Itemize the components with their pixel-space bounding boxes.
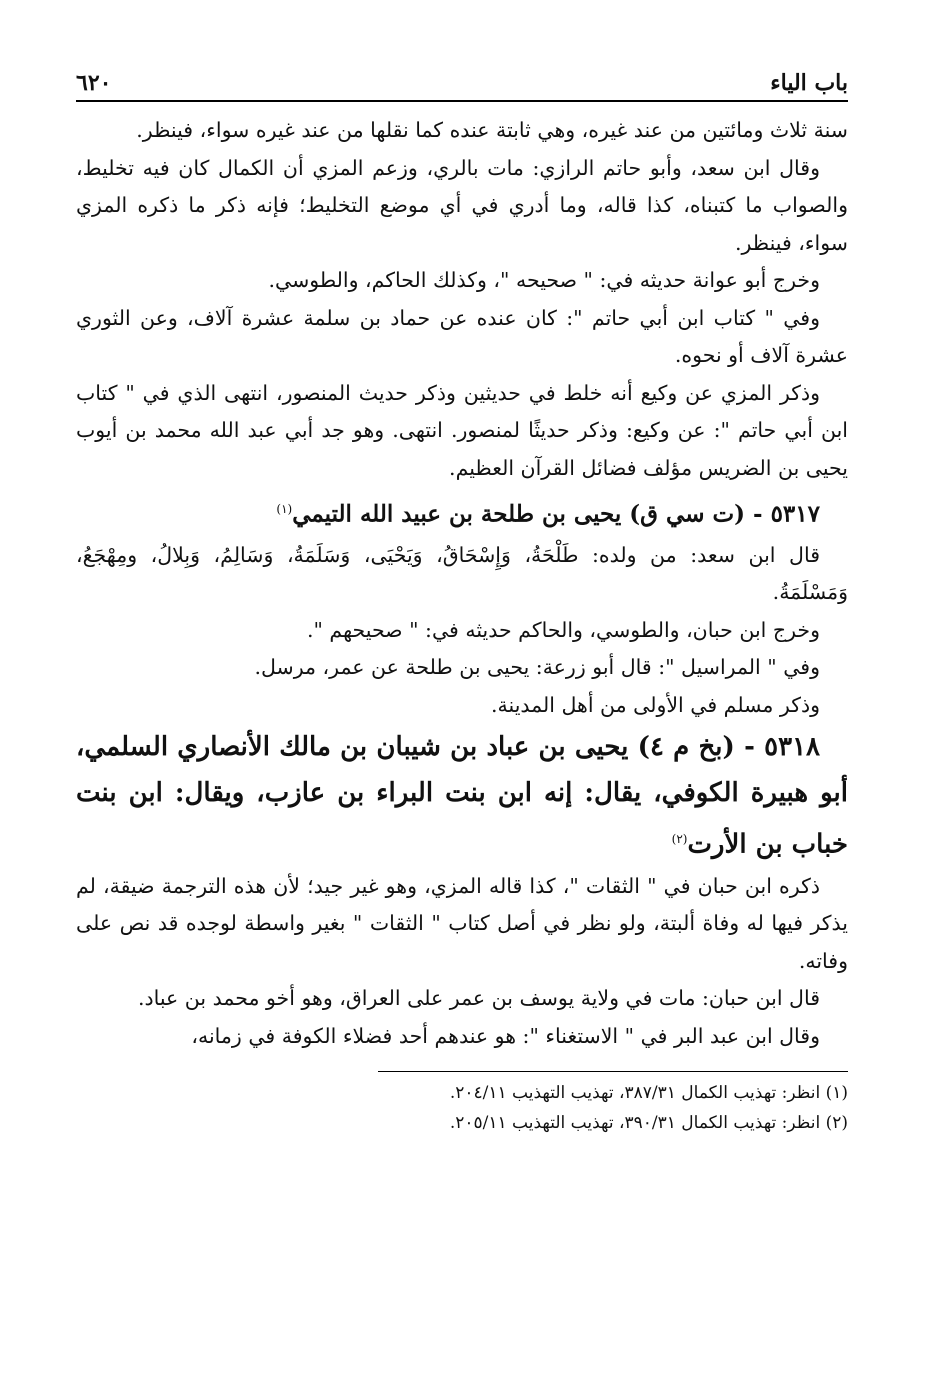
chapter-title: باب الياء — [770, 70, 848, 96]
page-number: ٦٢٠ — [76, 70, 112, 96]
paragraph: وقال ابن سعد، وأبو حاتم الرازي: مات بالري، وزعم المزي أن الكمال كان فيه تخليط، والصواب ما كتبناه، كذا قاله، وما أدري في أي موضع التخليط؛ فإنه ذكر ما ذكره المزي سواء، فينظر. — [76, 155, 848, 255]
footnotes — [76, 1078, 848, 1138]
page-body — [76, 112, 848, 1055]
footnote: (٢) انظر: تهذيب الكمال ٣٩٠/٣١، تهذيب التهذيب ٢٠٥/١١. — [449, 1113, 848, 1134]
footnote-ref: (١) — [276, 502, 293, 516]
footnote-separator — [378, 1071, 848, 1072]
entry-heading — [76, 724, 848, 868]
paragraph: وخرج ابن حبان، والطوسي، والحاكم حديثه في: " صحيحهم ". — [306, 617, 820, 642]
page-header — [76, 58, 848, 96]
footnote: (١) انظر: تهذيب الكمال ٣٨٧/٣١، تهذيب التهذيب ٢٠٤/١١. — [449, 1083, 848, 1104]
paragraph: وذكر المزي عن وكيع أنه خلط في حديثين وذكر حديث المنصور، انتهى الذي في " كتاب ابن أبي حاتم ": عن وكيع: وذكر حديثًا لمنصور. انتهى. وهو جد أبي عبد الله محمد بن أيوب يحيى بن الضريس مؤلف فضائل القرآن العظيم. — [76, 380, 848, 480]
paragraph: ذكره ابن حبان في " الثقات "، كذا قاله المزي، وهو غير جيد؛ لأن هذه الترجمة ضيقة، لم يذكر فيها له وفاة ألبتة، ولو نظر في أصل كتاب " الثقات " بغير واسطة لوجده قد نص على وفاته. — [76, 873, 848, 973]
entry-heading-text: ٥٣١٨ - (بخ م ٤) يحيى بن عباد بن شيبان بن مالك الأنصاري السلمي، أبو هبيرة الكوفي، يقال: إنه ابن بنت البراء بن عازب، ويقال: ابن بنت خباب بن الأرت — [76, 732, 848, 860]
paragraph: وخرج أبو عوانة حديثه في: " صحيحه "، وكذلك الحاكم، والطوسي. — [268, 268, 820, 292]
footnote-ref: (٢) — [671, 832, 688, 847]
paragraph: قال ابن سعد: من ولده: طَلْحَةُ، وَإِسْحَاقُ، وَيَحْيَى، وَسَلَمَةُ، وَسَالِمُ، وَبِلالُ، ومِهْجَعُ، وَمَسْلَمَةُ. — [76, 542, 848, 605]
paragraph: وذكر مسلم في الأولى من أهل المدينة. — [491, 692, 820, 717]
paragraph: قال ابن حبان: مات في ولاية يوسف بن عمر على العراق، وهو أخو محمد بن عباد. — [137, 986, 820, 1011]
book-page — [76, 58, 848, 1138]
entry-heading — [76, 487, 848, 537]
paragraph: وفي " المراسيل ": قال أبو زرعة: يحيى بن طلحة عن عمر، مرسل. — [254, 655, 820, 680]
entry-heading-text: ٥٣١٧ - (ت سي ق) يحيى بن طلحة بن عبيد الله التيمي — [292, 500, 820, 528]
paragraph: سنة ثلاث ومائتين من عند غيره، وهي ثابتة عنده كما نقلها من عند غيره سواء، فينظر. — [136, 118, 848, 142]
paragraph: وقال ابن عبد البر في " الاستغناء ": هو عندهم أحد فضلاء الكوفة في زمانه، — [191, 1023, 820, 1048]
paragraph: وفي " كتاب ابن أبي حاتم ": كان عنده عن حماد بن سلمة عشرة آلاف، وعن الثوري عشرة آلاف أو نحوه. — [76, 305, 848, 367]
header-rule — [76, 100, 848, 102]
